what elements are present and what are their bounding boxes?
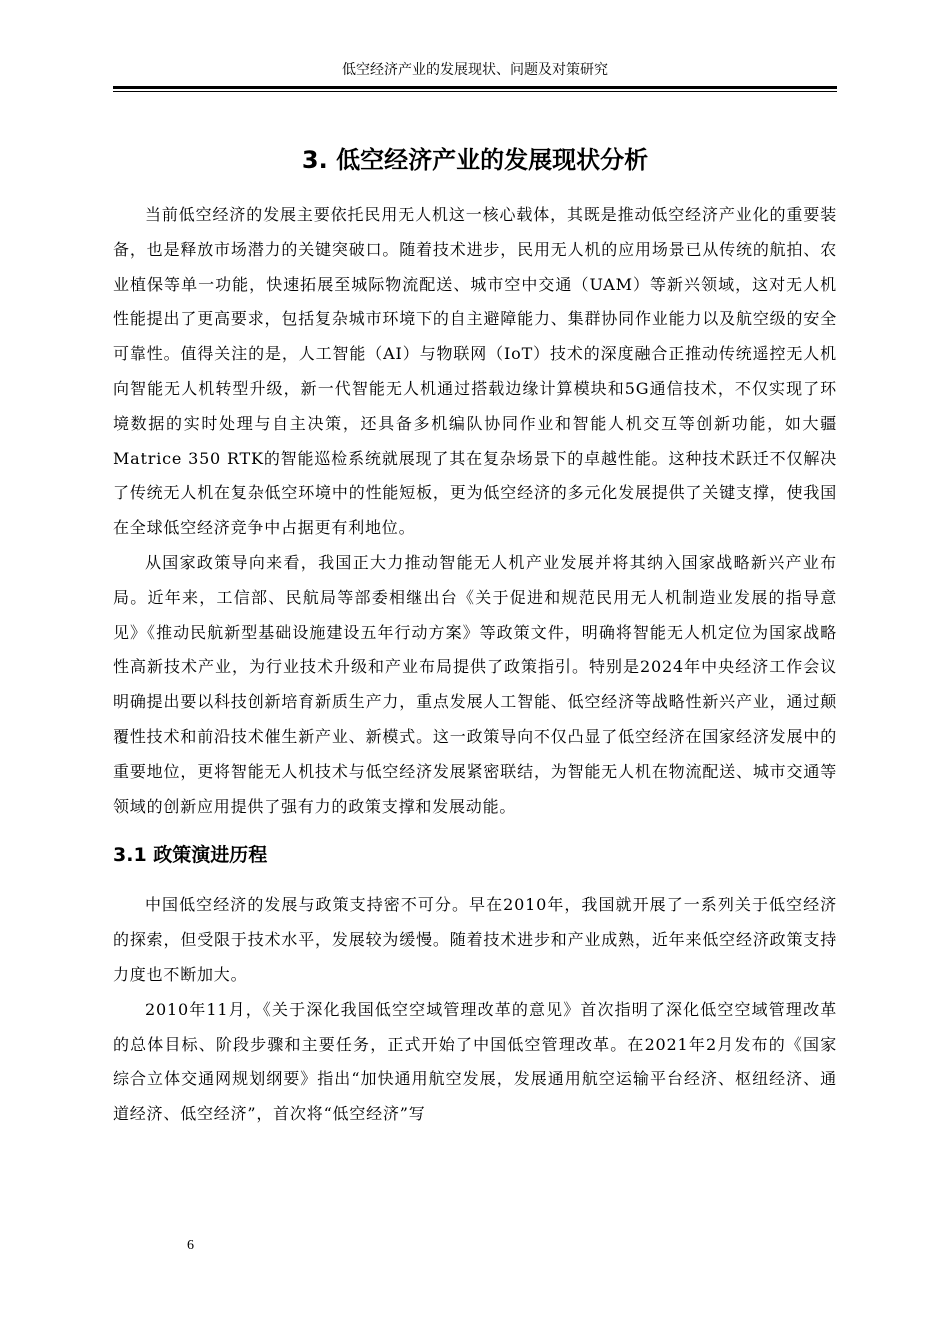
running-header: 低空经济产业的发展现状、问题及对策研究 — [342, 62, 608, 78]
section-paragraph-2: 2010年11月，《关于深化我国低空空域管理改革的意见》首次指明了深化低空空域管理改革的总体目标、阶段步骤和主要任务，正式开始了中国低空管理改革。在2021年2月发布的《国家综合立体交通网规划纲要》指出“加快通用航空发展，发展通用航空运输平台经济、枢纽经济、通道经济、低空经济”，首次将“低空经济”写 — [113, 999, 837, 1124]
intro-paragraph-2: 从国家政策导向来看，我国正大力推动智能无人机产业发展并将其纳入国家战略新兴产业布局。近年来，工信部、民航局等部委相继出台《关于促进和规范民用无人机制造业发展的指导意见》《推动民航新型基础设施建设五年行动方案》等政策文件，明确将智能无人机定位为国家战略性高新技术产业，为行业技术升级和产业布局提供了政策指引。特别是2024年中央经济工作会议明确提出要以科技创新培育新质生产力，重点发展人工智能、低空经济等战略性新兴产业，通过颠覆性技术和前沿技术催生新产业、新模式。这一政策导向不仅凸显了低空经济在国家经济发展中的重要地位，更将智能无人机技术与低空经济发展紧密联结，为智能无人机在物流配送、城市交通等领域的创新应用提供了强有力的政策支撑和发展动能。 — [113, 552, 837, 816]
intro-paragraph-1: 当前低空经济的发展主要依托民用无人机这一核心载体，其既是推动低空经济产业化的重要装备，也是释放市场潜力的关键突破口。随着技术进步，民用无人机的应用场景已从传统的航拍、农业植保等单一功能，快速拓展至城际物流配送、城市空中交通（UAM）等新兴领域，这对无人机性能提出了更高要求，包括复杂城市环境下的自主避障能力、集群协同作业能力以及航空级的安全可靠性。值得关注的是，人工智能（AI）与物联网（IoT）技术的深度融合正推动传统遥控无人机向智能无人机转型升级，新一代智能无人机通过搭载边缘计算模块和5G通信技术，不仅实现了环境数据的实时处理与自主决策，还具备多机编队协同作业和智能人机交互等创新功能，如大疆Matrice 350 RTK的智能巡检系统就展现了其在复杂场景下的卓越性能。这种技术跃迁不仅解决了传统无人机在复杂低空环境中的性能短板，更为低空经济的多元化发展提供了关键支撑，使我国在全球低空经济竞争中占据更有利地位。 — [113, 205, 837, 538]
header-rule-thin — [113, 91, 837, 92]
section-title: 3.1 政策演进历程 — [113, 844, 268, 867]
header-rule-thick — [113, 86, 837, 89]
page-content — [113, 130, 837, 1132]
page-number: 6 — [187, 1238, 194, 1253]
section-paragraph-1: 中国低空经济的发展与政策支持密不可分。早在2010年，我国就开展了一系列关于低空经济的探索，但受限于技术水平，发展较为缓慢。随着技术进步和产业成熟，近年来低空经济政策支持力度也不断加大。 — [113, 895, 837, 984]
chapter-title: 3. 低空经济产业的发展现状分析 — [301, 146, 649, 174]
